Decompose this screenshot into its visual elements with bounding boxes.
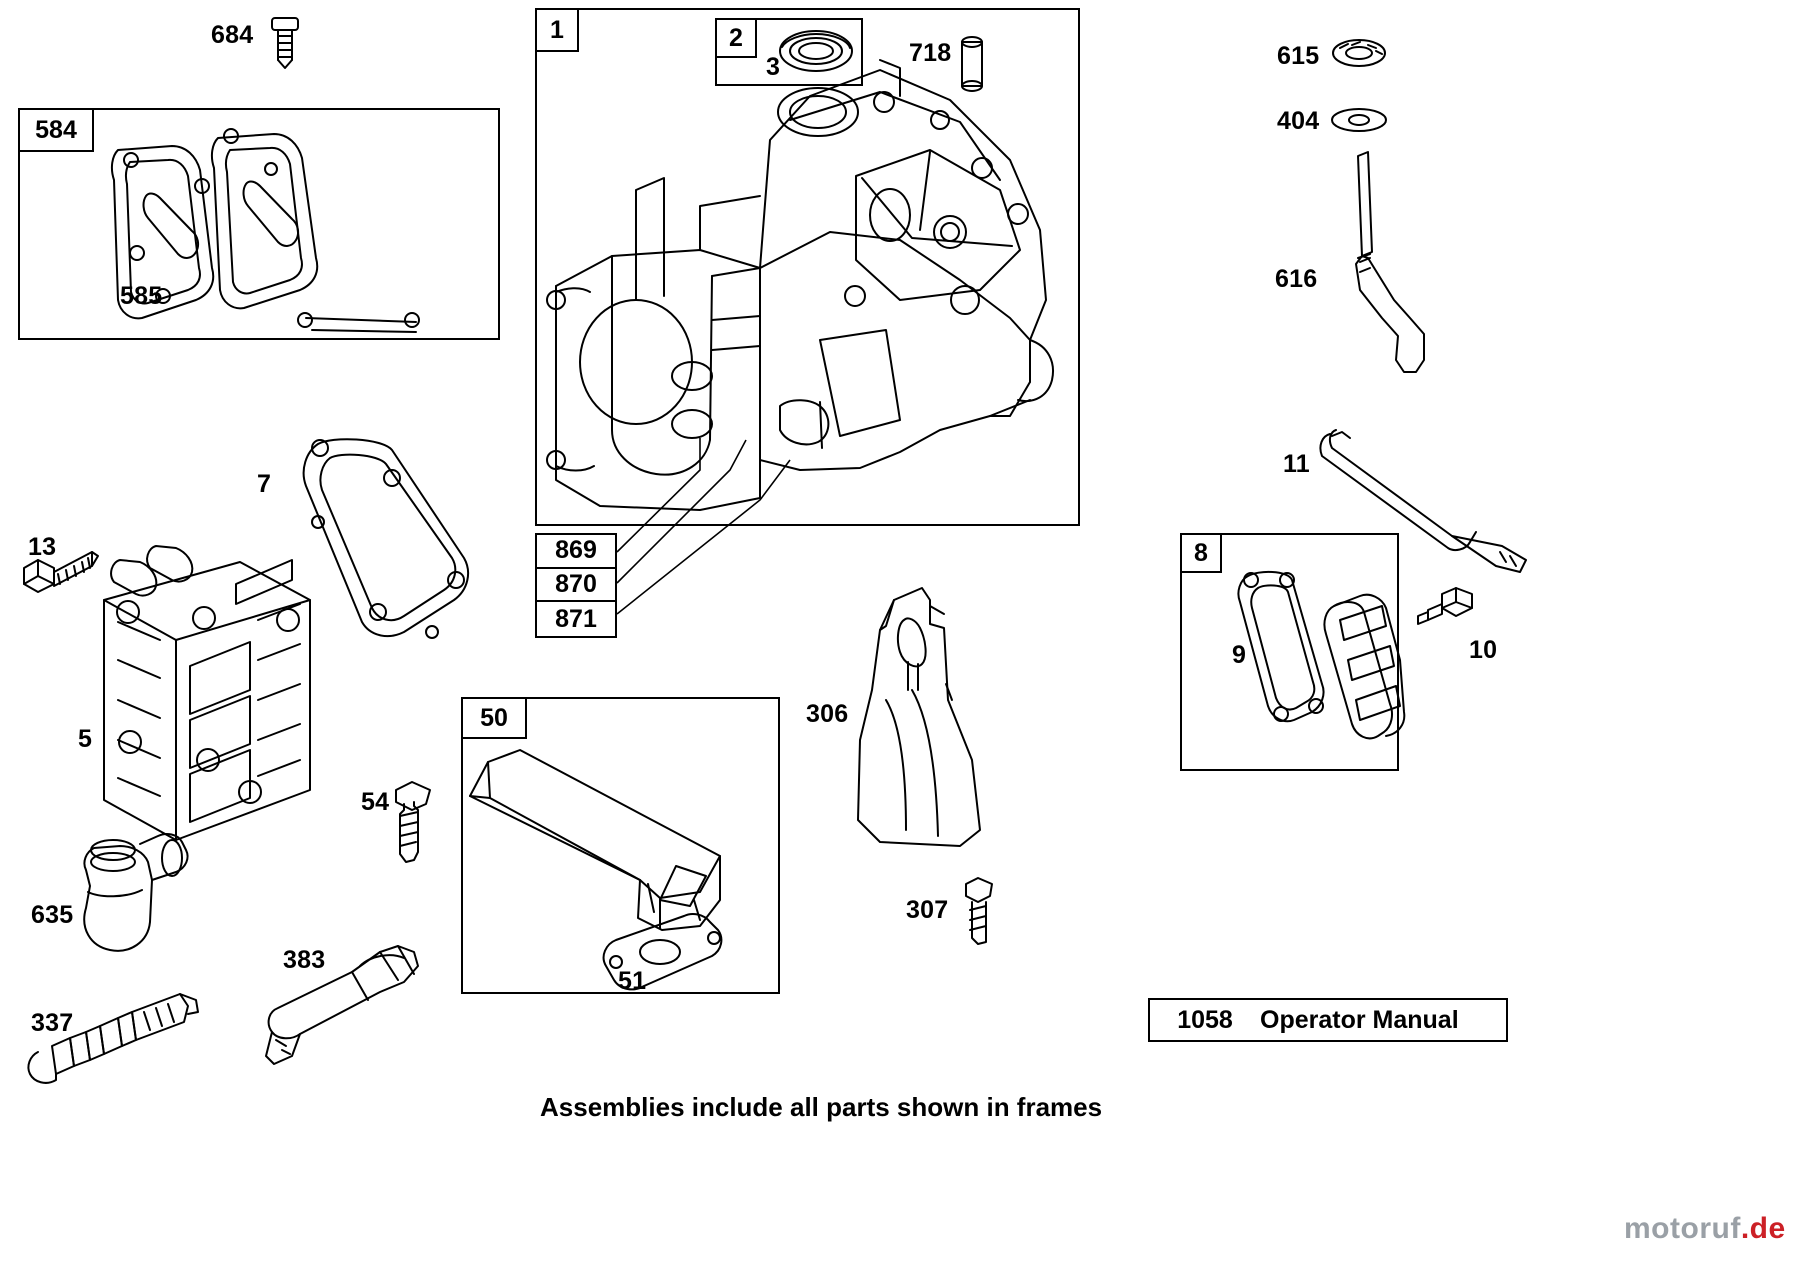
part-307-bolt bbox=[966, 878, 992, 944]
part-337-spark-plug bbox=[28, 994, 198, 1083]
callout-871: 871 bbox=[555, 604, 597, 633]
part-label-615: 615 bbox=[1277, 42, 1320, 70]
watermark-accent: .de bbox=[1740, 1212, 1786, 1245]
frame-tag-1: 1 bbox=[535, 8, 579, 52]
part-label-616: 616 bbox=[1275, 265, 1318, 293]
operator-manual-box bbox=[1148, 998, 1508, 1042]
part-label-307: 307 bbox=[906, 896, 949, 924]
operator-manual-label: Operator Manual bbox=[1260, 1005, 1459, 1034]
part-label-7: 7 bbox=[257, 470, 272, 498]
part-616-rod bbox=[1356, 152, 1424, 372]
callout-870: 870 bbox=[537, 569, 615, 603]
part-label-11: 11 bbox=[1283, 450, 1310, 478]
part-label-9: 9 bbox=[1232, 641, 1247, 669]
frame-tag-584: 584 bbox=[18, 108, 94, 152]
part-306-shield bbox=[858, 588, 980, 846]
part-label-404: 404 bbox=[1277, 107, 1320, 135]
part-label-684: 684 bbox=[211, 21, 254, 49]
part-label-585: 585 bbox=[120, 282, 163, 310]
part-404-washer bbox=[1332, 109, 1386, 131]
part-label-635: 635 bbox=[31, 901, 74, 929]
part-label-13: 13 bbox=[28, 533, 57, 561]
part-615-lock-washer bbox=[1333, 40, 1385, 66]
part-635-elbow bbox=[84, 834, 187, 951]
part-label-10: 10 bbox=[1469, 636, 1498, 664]
part-54-bolt bbox=[396, 782, 430, 862]
part-label-54: 54 bbox=[361, 788, 390, 816]
part-label-5: 5 bbox=[78, 725, 93, 753]
frame-tag-2: 2 bbox=[715, 18, 757, 58]
part-label-306: 306 bbox=[806, 700, 849, 728]
operator-manual-number: 1058 bbox=[1177, 1005, 1233, 1034]
part-label-337: 337 bbox=[31, 1009, 74, 1037]
frame-50 bbox=[461, 697, 780, 994]
frame-tag-8: 8 bbox=[1180, 533, 1222, 573]
part-label-51: 51 bbox=[618, 967, 647, 995]
part-684-screw bbox=[272, 18, 298, 68]
part-label-718: 718 bbox=[909, 39, 952, 67]
part-10-plug bbox=[1418, 588, 1472, 624]
watermark-text: motoruf bbox=[1624, 1212, 1741, 1245]
frame-tag-50: 50 bbox=[461, 697, 527, 739]
part-5-cylinder-head bbox=[104, 546, 310, 840]
callout-stack-869-871 bbox=[535, 533, 617, 638]
part-7-head-gasket bbox=[304, 439, 468, 638]
callout-869: 869 bbox=[537, 535, 615, 569]
part-label-383: 383 bbox=[283, 946, 326, 974]
assembly-note: Assemblies include all parts shown in frames bbox=[540, 1092, 1103, 1122]
part-label-3: 3 bbox=[766, 53, 781, 81]
watermark bbox=[1624, 1212, 1786, 1246]
